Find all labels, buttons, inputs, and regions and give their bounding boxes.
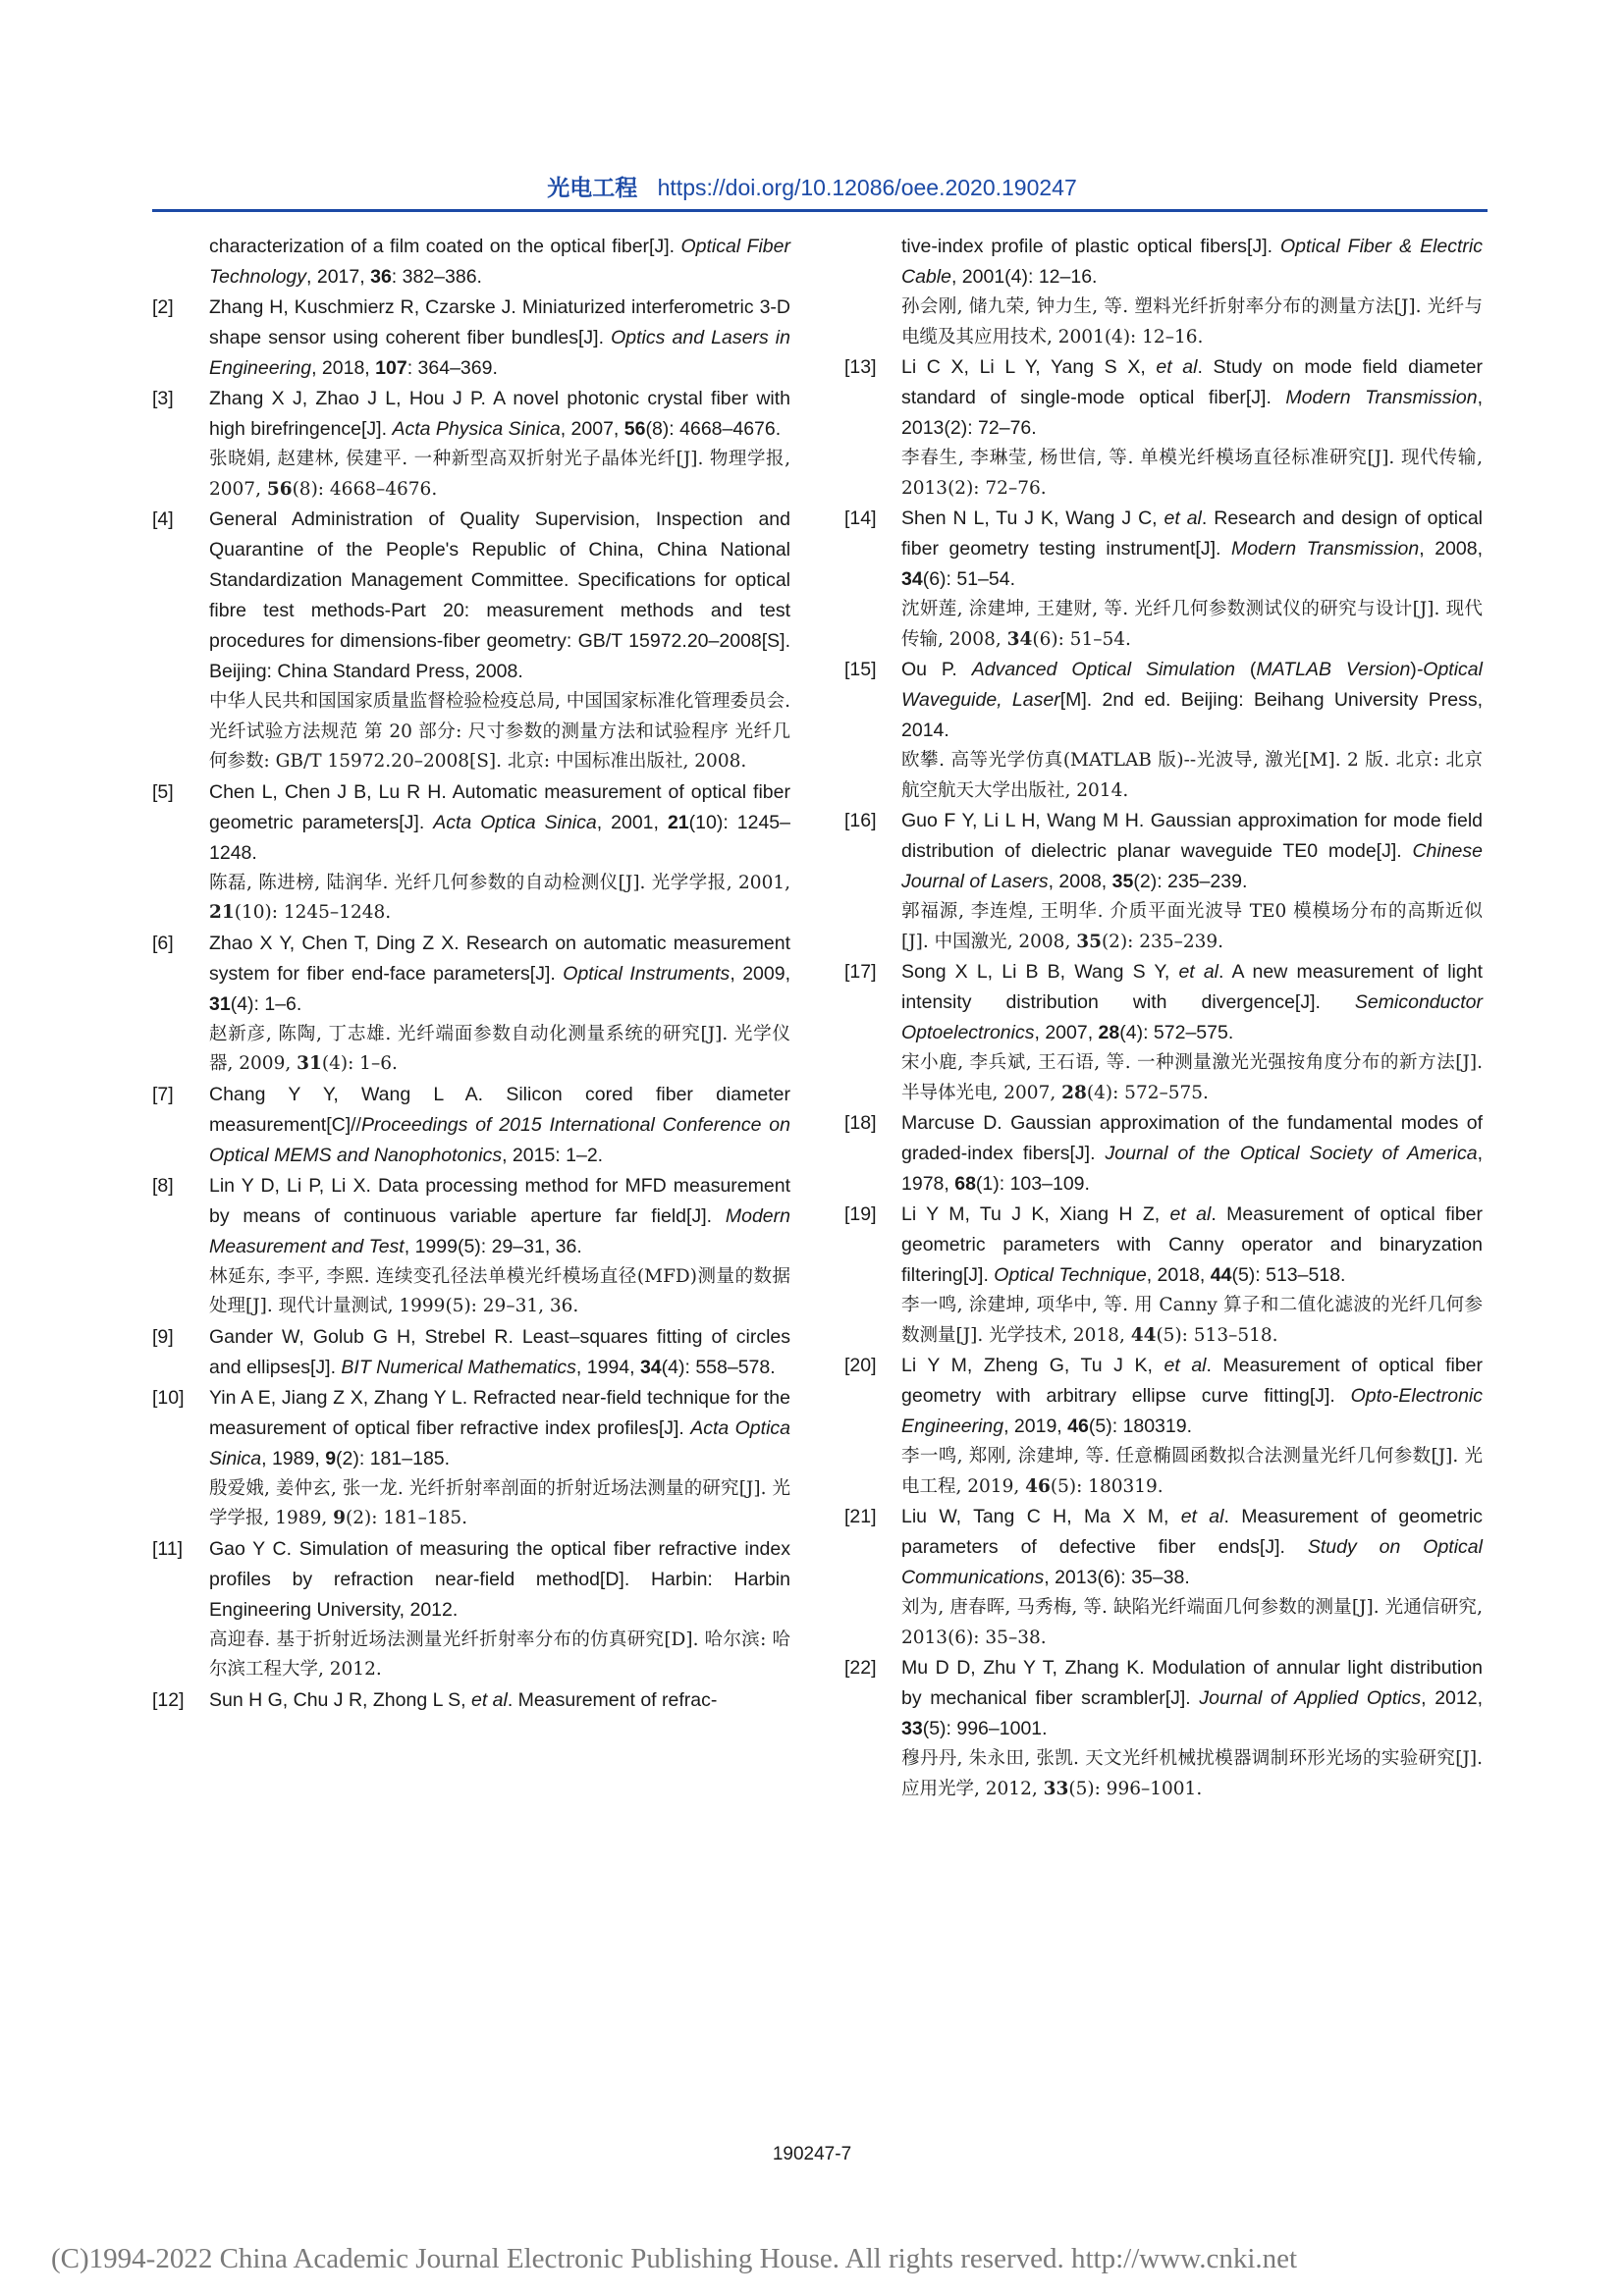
reference-item: [844, 1200, 1483, 1351]
reference-chinese: 刘为, 唐春晖, 马秀梅, 等. 缺陷光纤端面几何参数的测量[J]. 光通信研究, 2013(6): 35–38.: [901, 1597, 1483, 1648]
reference-number: [22]: [844, 1657, 877, 1679]
reference-item: [844, 957, 1483, 1108]
reference-number: [7]: [152, 1083, 174, 1105]
header-divider: [152, 209, 1488, 212]
reference-item: [152, 777, 790, 929]
reference-number: [9]: [152, 1325, 174, 1348]
reference-english: Zhao X Y, Chen T, Ding Z X. Research on automatic measurement system for fiber end-face parameters[J]. Optical Instruments, 2009, 31(4): 1–6.: [209, 932, 790, 1015]
reference-item: [152, 929, 790, 1080]
reference-chinese: 林延东, 李平, 李熙. 连续变孔径法单模光纤模场直径(MFD)测量的数据处理[J]. 现代计量测试, 1999(5): 29–31, 36.: [209, 1265, 790, 1316]
reference-number: [12]: [152, 1688, 185, 1711]
reference-english: Zhang X J, Zhao J L, Hou J P. A novel photonic crystal fiber with high birefringence[J]. Acta Physica Sinica, 2007, 56(8): 4668–4676.: [209, 388, 790, 440]
reference-english: Marcuse D. Gaussian approximation of the fundamental modes of graded-index fibers[J]. Journal of the Optical Society of America, 1978, 68(1): 103–109.: [901, 1112, 1483, 1195]
copyright-watermark: (C)1994-2022 China Academic Journal Electronic Publishing House. All rights reserved. http://www.cnki.net: [51, 2243, 1298, 2274]
reference-number: [20]: [844, 1355, 877, 1376]
reference-chinese: 李一鸣, 郑刚, 涂建坤, 等. 任意椭圆函数拟合法测量光纤几何参数[J]. 光电工程, 2019, 46(5): 180319.: [901, 1446, 1483, 1497]
reference-chinese: 穆丹丹, 朱永田, 张凯. 天文光纤机械扰模器调制环形光场的实验研究[J]. 应用光学, 2012, 33(5): 996–1001.: [901, 1748, 1483, 1799]
reference-chinese: 宋小鹿, 李兵斌, 王石语, 等. 一种测量激光光强按角度分布的新方法[J]. 半导体光电, 2007, 28(4): 572–575.: [901, 1052, 1483, 1103]
page-number: 190247-7: [772, 2144, 852, 2164]
running-header: [0, 173, 1624, 202]
reference-number: [17]: [844, 961, 877, 983]
reference-number: [14]: [844, 507, 877, 529]
reference-chinese: 李一鸣, 涂建坤, 项华中, 等. 用 Canny 算子和二值化滤波的光纤几何参数测量[J]. 光学技术, 2018, 44(5): 513–518.: [901, 1295, 1483, 1346]
reference-item: [844, 504, 1483, 655]
reference-english: Shen N L, Tu J K, Wang J C, et al. Research and design of optical fiber geometry testing instrument[J]. Modern Transmission, 2008, 34(6): 51–54.: [901, 507, 1484, 590]
references-left-column: [152, 232, 790, 1716]
reference-english: Liu W, Tang C H, Ma X M, et al. Measurement of geometric parameters of defective fiber ends[J]. Study on Optical Communications, 2013(6): 35–38.: [901, 1506, 1483, 1588]
reference-item: [152, 232, 790, 293]
reference-english: Zhang H, Kuschmierz R, Czarske J. Miniaturized interferometric 3-D shape sensor using coherent fiber bundles[J]. Optics and Lasers in Engineering, 2018, 107: 364–369.: [209, 296, 790, 379]
reference-number: [16]: [844, 810, 877, 831]
reference-item: [844, 1351, 1483, 1502]
reference-english: Li Y M, Zheng G, Tu J K, et al. Measurement of optical fiber geometry with arbitrary ellipse curve fitting[J]. Opto-Electronic Engineering, 2019, 46(5): 180319.: [901, 1355, 1484, 1437]
reference-english: Song X L, Li B B, Wang S Y, et al. A new measurement of light intensity distribution with divergence[J]. Semiconductor Optoelectronics, 2007, 28(4): 572–575.: [901, 961, 1483, 1043]
reference-english: Gander W, Golub G H, Strebel R. Least–squares fitting of circles and ellipses[J]. BIT Numerical Mathematics, 1994, 34(4): 558–578.: [209, 1325, 790, 1378]
reference-english: Ou P. Advanced Optical Simulation (MATLAB Version)-Optical Waveguide, Laser[M]. 2nd ed. Beijing: Beihang University Press, 2014.: [901, 659, 1483, 741]
reference-english: Gao Y C. Simulation of measuring the optical fiber refractive index profiles by refraction near-field method[D]. Harbin: Harbin Engineering University, 2012.: [209, 1537, 790, 1621]
reference-english: Chang Y Y, Wang L A. Silicon cored fiber diameter measurement[C]//Proceedings of 2015 International Conference on Optical MEMS and Nanophotonics, 2015: 1–2.: [209, 1083, 790, 1166]
reference-number: [6]: [152, 932, 174, 954]
reference-number: [3]: [152, 388, 174, 409]
reference-chinese: 李春生, 李琳莹, 杨世信, 等. 单模光纤模场直径标准研究[J]. 现代传输, 2013(2): 72–76.: [901, 448, 1483, 499]
reference-number: [18]: [844, 1112, 877, 1134]
reference-chinese: 张晓娟, 赵建林, 侯建平. 一种新型高双折射光子晶体光纤[J]. 物理学报, 2007, 56(8): 4668–4676.: [209, 449, 790, 500]
reference-number: [5]: [152, 780, 174, 803]
reference-item: [152, 1080, 790, 1171]
reference-item: [152, 1383, 790, 1534]
reference-chinese: 高迎春. 基于折射近场法测量光纤折射率分布的仿真研究[D]. 哈尔滨: 哈尔滨工程大学, 2012.: [209, 1629, 790, 1680]
reference-english: Lin Y D, Li P, Li X. Data processing method for MFD measurement by means of continuous variable aperture far field[J]. Modern Measurement and Test, 1999(5): 29–31, 36.: [209, 1174, 790, 1257]
reference-chinese: 殷爱娥, 姜仲玄, 张一龙. 光纤折射率剖面的折射近场法测量的研究[J]. 光学学报, 1989, 9(2): 181–185.: [209, 1477, 790, 1528]
reference-item: [844, 1108, 1483, 1200]
reference-number: [13]: [844, 356, 877, 378]
reference-number: [2]: [152, 296, 174, 318]
reference-number: [21]: [844, 1506, 877, 1527]
reference-item: [152, 384, 790, 505]
reference-english: Li C X, Li L Y, Yang S X, et al. Study on mode field diameter standard of single-mode optical fiber[J]. Modern Transmission, 2013(2): 72–76.: [901, 356, 1484, 439]
reference-item: [152, 1534, 790, 1685]
reference-number: [11]: [152, 1537, 184, 1560]
reference-item: [844, 655, 1483, 806]
reference-chinese: 陈磊, 陈进榜, 陆润华. 光纤几何参数的自动检测仪[J]. 光学学报, 2001, 21(10): 1245–1248.: [209, 872, 790, 923]
doi-link[interactable]: https://doi.org/10.12086/oee.2020.190247: [657, 175, 1077, 200]
reference-chinese: 赵新彦, 陈陶, 丁志雄. 光纤端面参数自动化测量系统的研究[J]. 光学仪器, 2009, 31(4): 1–6.: [209, 1023, 790, 1074]
reference-item: [844, 232, 1483, 352]
reference-item: [152, 1171, 790, 1322]
reference-chinese: 沈妍莲, 涂建坤, 王建财, 等. 光纤几何参数测试仪的研究与设计[J]. 现代传输, 2008, 34(6): 51–54.: [901, 599, 1483, 650]
reference-english: Li Y M, Tu J K, Xiang H Z, et al. Measurement of optical fiber geometric parameters with Canny operator and binaryzation filtering[J]. Optical Technique, 2018, 44(5): 513–518.: [901, 1203, 1484, 1286]
reference-english: Guo F Y, Li L H, Wang M H. Gaussian approximation for mode field distribution of dielectric planar waveguide TE0 mode[J]. Chinese Journal of Lasers, 2008, 35(2): 235–239.: [901, 810, 1483, 892]
reference-item: [152, 1685, 790, 1716]
reference-english: General Administration of Quality Supervision, Inspection and Quarantine of the People's Republic of China, China National Standardization Management Committee. Specifications for optical fibre test methods-Part 20: measurement methods and test procedures for dimensions-fiber geometry: GB/T 15972.20–2008[S]. Beijing: China Standard Press, 2008.: [209, 508, 790, 682]
reference-number: [19]: [844, 1203, 877, 1225]
reference-number: [15]: [844, 659, 877, 680]
reference-english: tive-index profile of plastic optical fibers[J]. Optical Fiber & Electric Cable, 2001(4): 12–16.: [901, 236, 1483, 288]
reference-english: Mu D D, Zhu Y T, Zhang K. Modulation of annular light distribution by mechanical fiber scrambler[J]. Journal of Applied Optics, 2012, 33(5): 996–1001.: [901, 1657, 1484, 1739]
reference-chinese: 郭福源, 李连煌, 王明华. 介质平面光波导 TE0 模模场分布的高斯近似[J]. 中国激光, 2008, 35(2): 235–239.: [901, 901, 1483, 952]
reference-english: Sun H G, Chu J R, Zhong L S, et al. Measurement of refrac-: [209, 1688, 718, 1711]
reference-item: [152, 1322, 790, 1383]
reference-item: [152, 505, 790, 777]
journal-name: 光电工程: [547, 175, 638, 200]
reference-item: [844, 352, 1483, 504]
references-right-column: [844, 232, 1483, 1804]
reference-number: [8]: [152, 1174, 174, 1197]
reference-english: Yin A E, Jiang Z X, Zhang Y L. Refracted near-field technique for the measurement of optical fiber refractive index profiles[J]. Acta Optica Sinica, 1989, 9(2): 181–185.: [209, 1386, 790, 1469]
reference-chinese: 欧攀. 高等光学仿真(MATLAB 版)--光波导, 激光[M]. 2 版. 北京: 北京航空航天大学出版社, 2014.: [901, 750, 1483, 801]
reference-item: [152, 293, 790, 384]
reference-chinese: 中华人民共和国国家质量监督检验检疫总局, 中国国家标准化管理委员会. 光纤试验方法规范 第 20 部分: 尺寸参数的测量方法和试验程序 光纤几何参数: GB/T 15972.20–2008[S]. 北京: 中国标准出版社, 2008.: [209, 691, 790, 772]
reference-number: [4]: [152, 508, 174, 530]
reference-item: [844, 1502, 1483, 1653]
reference-english: Chen L, Chen J B, Lu R H. Automatic measurement of optical fiber geometric parameters[J]. Acta Optica Sinica, 2001, 21(10): 1245–1248.: [209, 780, 790, 864]
reference-number: [10]: [152, 1386, 185, 1409]
reference-item: [844, 806, 1483, 957]
reference-item: [844, 1653, 1483, 1804]
reference-chinese: 孙会刚, 储九荣, 钟力生, 等. 塑料光纤折射率分布的测量方法[J]. 光纤与电缆及其应用技术, 2001(4): 12–16.: [901, 296, 1483, 347]
reference-english: characterization of a film coated on the optical fiber[J]. Optical Fiber Technology, 2017, 36: 382–386.: [209, 236, 790, 288]
